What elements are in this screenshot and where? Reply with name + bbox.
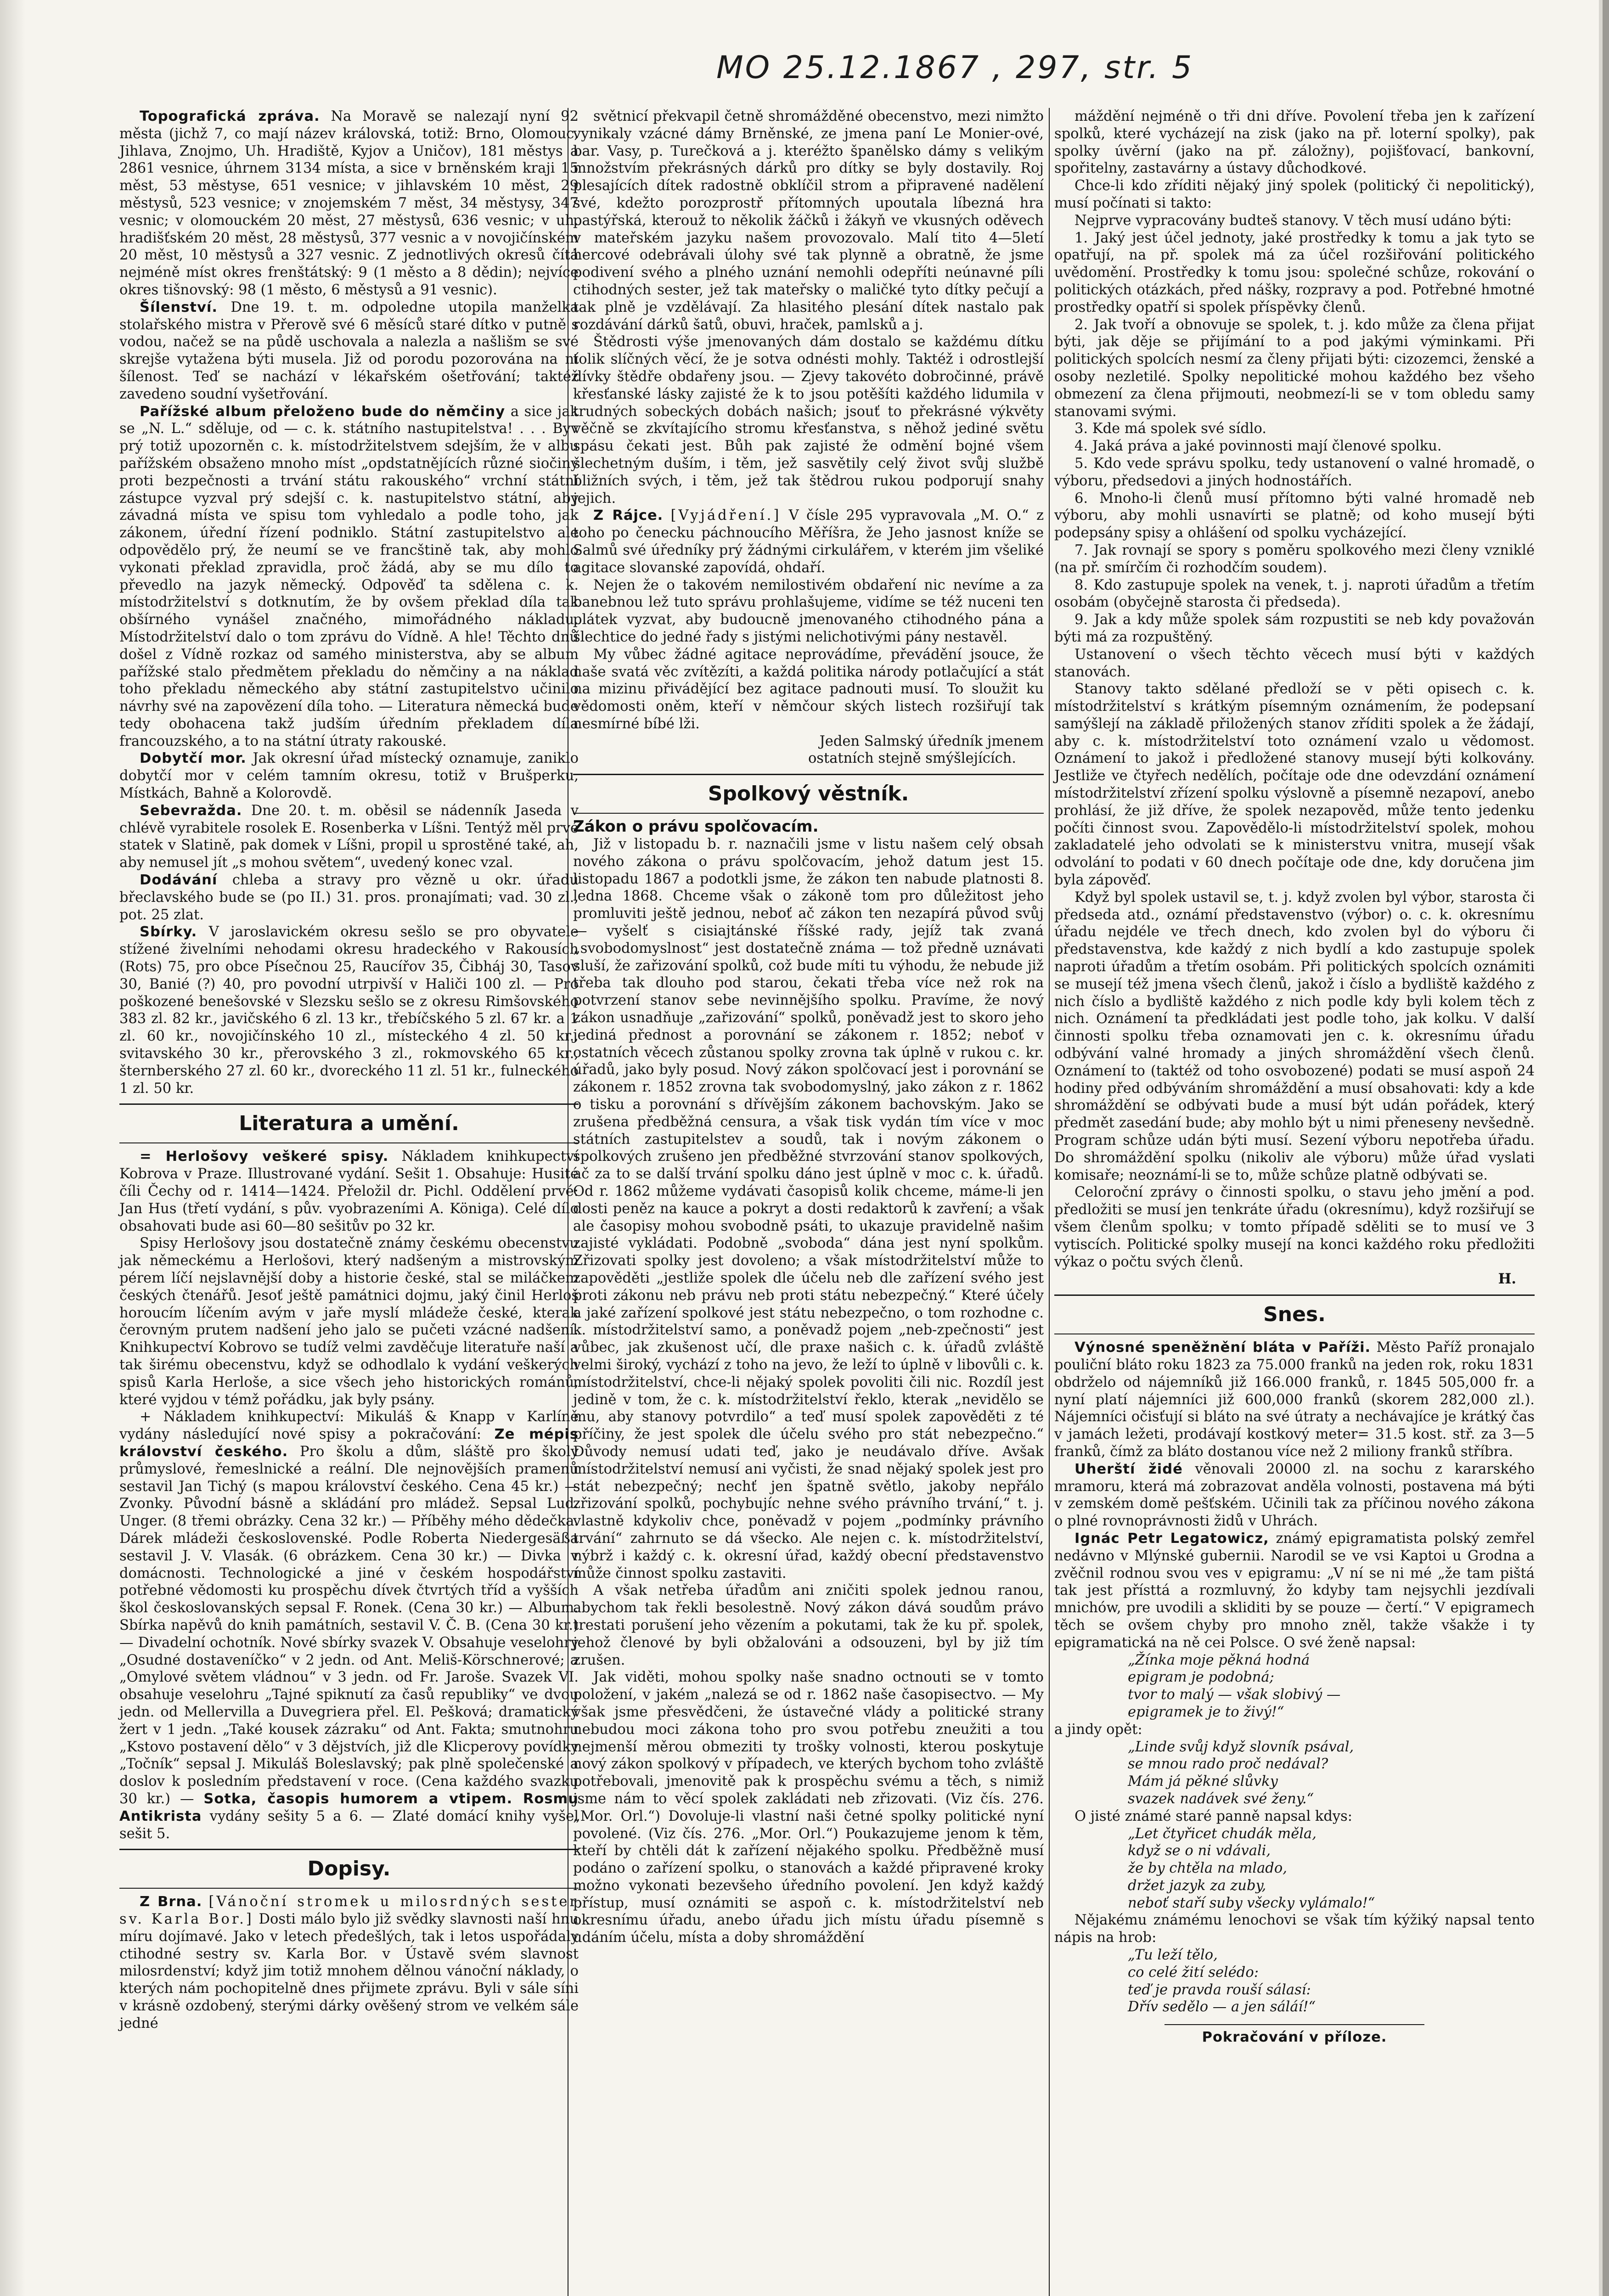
article-title: Z Brna. (140, 1894, 203, 1910)
column-1 (119, 108, 579, 2032)
article-legatowicz (1054, 1530, 1535, 1652)
article-body: věnovali 20000 zl. na sochu z kararského mramoru, která má zobrazovat anděla volnosti, postavena má býti v zemském domě pešťském. Učinili tak za příčinou nového zákona o plné rovnoprávnosti židů v Uhrách. (1054, 1461, 1535, 1530)
article-law-cont7: Celoroční zprávy o činnosti spolku, o stavu jeho jmění a pod. předložiti se musí jen tenkráte úřadu (okresnímu), když rozšiřují se všem členům spolku; v tomto případě sděliti se to musí ve 3 vytiscích. Politické spolky musejí na konci každého roku předložiti výkaz o počtu svých členů. (1054, 1184, 1535, 1270)
article-title: Sotka, časopis humorem a vtipem. Rosmu Antikrista (119, 1790, 579, 1824)
article-herlos (119, 1148, 579, 1235)
article-rajec-cont2: My vůbec žádné agitace neprovádíme, převádění jsouce, že naše svatá věc zvítězíti, a každá politika národy potlačující a stát na mizinu přivádějící bez agitace padnouti musí. To sloužit ku vědomosti oněm, kteří v němčour ských listech rozšiřují tak nesmírné bíbé lži. (573, 646, 1044, 732)
article-title: Uherští židé (1075, 1461, 1183, 1477)
section-divider-thin (119, 1888, 579, 1889)
article-knapp (119, 1408, 579, 1842)
verse-line: se mnou rado proč nedával? (1128, 1756, 1328, 1773)
article-brno-cont2: Štědrosti výše jmenovaných dám dostalo se každému dítku tolik slíčných věcí, že je sotva odnésti mohly. Taktéž i odrostlejší dívky štědře obdařeny jsou. — Zjevy takovéto dobročinné, právě křesťanské lásky zajisté že k to jsou potěšíti každého lidumila v trudných sobeckých dobách našich; jsouť to překrásné výkvěty věčně se zkvítajícího stromu křesťanstva, s něhož jediné světu spásu čekati jest. Bůh pak zajisté že odmění bojné všem šlechetným duším, i těm, jež sasvětily celý život svůj službě bližních svých, i těm, jež tak štědrou rukou podporují snahy jejich. (573, 334, 1044, 506)
verse-line: neboť staří suby všecky vylámalo!“ (1128, 1895, 1375, 1911)
article-law-cont3: Nejprve vypracovány budteš stanovy. V těch musí udáno býti: (1075, 212, 1512, 229)
page-left-shadow (0, 0, 25, 2296)
page-right-edge-light (1599, 0, 1603, 2296)
article-title: Ignác Petr Legatowicz, (1075, 1530, 1269, 1547)
article-title: Pařížské album přeloženo bude do němčiny (140, 403, 506, 420)
signature-line-1: Jeden Salmský úředník jmenem (819, 733, 1044, 749)
article-title: Z Rájce. (593, 507, 664, 524)
article-law-cont6: Když byl spolek ustavil se, t. j. když zvolen byl výbor, starosta či předseda atd., oznámí představenstvo (výbor) o. c. k. okresnímu úřadu nejdéle ve třech dnech, kdo zvolen byl do výboru či představenstva, kde každý z nich bydlí a kdo zastupuje spolek naproti úřadům a třetím osobám. Při politických spolcích oznámiti se musejí též jmena všech členů, jakož i číslo a bydliště každého z nich číslo a bydliště každého z nich podle kdy byli kolem těch z nich. Oznámení ta předkládati jest podle toho, jak kolku. V další činnosti spolku třeba oznamovati jen c. k. okresnímu úřadu odbývání valné hromady a jiných shromáždění všech členů. Oznámení to (taktéž od toho osvobozené) podati se musí aspoň 24 hodiny před odbýváním shromáždění a musí obsahovati: kdy a kde shromáždění se odbývati bude a musí být udán pořádek, který předmět zasedání bude; aby mohlo být u nimi přeneseny nevšedně. Program schůze udán býti musí. Sezení výboru nepotřeba úřadu. Do shromáždění spolku (nikoliv ale výboru) může úřad vyslati komisaře; neoznámí-li se to, může schůze platně odbývati se. (1054, 889, 1535, 1183)
continuation-note: Pokračování v příloze. (1202, 2029, 1387, 2046)
article-law-body3: Jak viděti, mohou spolky naše snadno octnouti se v tomto položení, v jakém „nalezá se od r. 1862 naše časopisectvo. — My však jsme přesvědčeni, že ústavečné vlády a politické strany nebudou moci zákona toho pro svou potřebu zneužiti a tou nejmenší měrou obmeziti ty trošky volnosti, kterou poskytuje nový zákon spolkový v případech, ve kterých bychom toho zvláště potřebovali, jmenovitě pak k prospěchu svému a těch, s nimiž jsme nám to věcí spolek zakládati neb zřizovati. (Viz čís. 276. „Mor. Orl.“) Dovoluje-li vlastní naši četné spolky politické nyní povolené. (Viz čís. 276. „Mor. Orl.“) Poukazujeme jenom k těm, kteří by chtěli dát k zařízení nějakého spolku. Předběžně musí podáno o zařízení spolku, o stanovách a každé připravené kroky možno vykonati bezevšeho úředního povolení. Jen když každý přístup, musí oznámiti se aspoň c. k. místodržitelství neb okresnímu úřadu, anebo úřadu jich místu úřadu písemně s udáním účelu, místa a doby shromáždění (573, 1669, 1044, 1946)
verse-line: že by chtěla na mlado, (1128, 1860, 1287, 1877)
article-title: Dobytčí mor. (140, 750, 247, 767)
article-title-law: Zákon o právu spolčovacím. (573, 817, 819, 836)
article-body: V čísle 295 vypravovala „M. O.“ z toho po čenecku páchnoucího Měříšra, že Jeho jasnost kníže se Salmů své úředníky prý žádnými cirkulářem, v kterém jim všeliké agitace slovanské zapovídá, ohdaří. (573, 507, 1044, 576)
section-title-literature: Literatura a umění. (239, 1112, 459, 1136)
article-brno-cont: světnicí překvapil četně shromážděné obecenstvo, mezi nimžto vynikaly vzácné dámy Brněnské, ze jmena paní Le Monier-ové, bar. Vasy, p. Turečková a j. kteréžto španělsko dámy s velikým množstvím překrásných dárků pro dítky se byly dostavily. Roj plesajících dítek radostně obklíčil strom a připravené nadělení své, kdežto porozprostř přítomných upoutala líbezná hra pastýřská, kterouž to několik žáčků i žákyň ve vkusných oděvech v mateřském jazyku našem provozovalo. Malí tito 4—5letí hercové odebrávali úlohy své tak plynně a obratně, že jsme podivení svého a plného uznání nemohli odepříti neúnavné píli ctihodných sester, jež tak mateřsky o maličké tyto dítky pečují a tak plně je vzdělávají. Za hlasitého plesání dítek nastalo pak rozdávání dárků šatů, obuvi, hraček, pamlsků a j. (573, 108, 1044, 333)
section-title-letters: Dopisy. (307, 1857, 391, 1881)
verse-line: co celé žití selédo: (1128, 1964, 1259, 1981)
article-law-cont5: Stanovy takto sdělané předloží se v pěti opisech c. k. místodržitelství s krátkým písemným oznámením, že podepsaní samýšlejí na základě přiložených stanov zříditi spolek a že žádají, aby c. k. místodržitelství toto oznámení vzalo u vědomost. Oznámení to jakož i předložené stanovy musejí býti kolkovány. Jestliže ve čtyřech nedělích, počítaje ode dne odevzdání oznámení místodržitelství zřízení spolku výslovně a písemně nezapoví, anebo prohlásí, že již dříve, že spolek nezapověd, může tento jedenku počíti činnost svou. Zapovědělo-li místodržitelství spolek, mohou zakladatelé jeho odvolati se k ministerstvu vnitra, musejí však odvolání to podati v 60 dnech počítaje ode dne, kdy doručena jim byla zápověď. (1054, 681, 1535, 889)
article-body: Dne 19. t. m. odpoledne utopila manželka stolařského mistra v Přerově své 6 měsíců staré dítko v putně s vodou, načež se na půdě uschovala a nalezla a našlišm se své skrejše vytažena býti musela. Již od porodu pozorována na ní šílenost. Teď se nachází v lékařském ošetřování; taktéž zavedeno soudní vyšetřování. (119, 299, 579, 402)
article-title: Dodávání (140, 872, 218, 889)
article-title: Sbírky. (140, 924, 197, 940)
article-body: V jaroslavickém okresu sešlo se pro obyvatele stížené živelními nehodami okresu hradeckého v Rakousích (Rots) 75, pro obce Písečnou 25, Raucířov 35, Čibháj 30, Tasov 30, Banié (?) 40, pro povodní utrpivší v Haliči 100 zl. — Pro poškozené benešovské v Slezsku sešlo se z okresu Rimšovského 383 zl. 82 kr., javičského 6 zl. 13 kr., třebíčského 5 zl. 67 kr. a 1 zl. 60 kr., novojičínského 10 zl., místeckého 4 zl. 50 kr., svitavského 30 kr., přerovského 3 zl., rokmovského 65 kr., šternberského 27 zl. 60 kr., dvoreckého 11 zl. 51 kr., fulneckého 1 zl. 50 kr. (119, 924, 579, 1097)
article-subtitle: [Vánoční stromek u milosrdných sester sv. Karla Bor.] (119, 1894, 579, 1928)
article-signature: H. (1498, 1271, 1516, 1288)
signature-line-2: ostatních stejně smýšlejících. (808, 750, 1016, 767)
article-brno (119, 1893, 579, 2032)
verse-line: „Linde svůj když slovník psával, (1128, 1739, 1354, 1755)
column-rule-2 (1049, 108, 1050, 2296)
verse-line: tvor to malý — však slobivý — (1128, 1687, 1341, 1703)
article-body: známý epigramatista polský zemřel nedávno v Mlýnské gubernii. Narodil se ve vsi Kaptoi u Grodna a zvěčnil rodnou svou ves v epigramu: „V ní se ni mé „že tam pištá tak jest přísttá a rozmluvný, žo kdyby tam nejsychli jezdívali mnichów, pre uvodili a skliditi by se pouze — čertí.“ V epigramech těch se ovšem chyby pro mnoho zněl, takže všakže i ty epigramatická na ně cei Polsce. O své ženě napsal: (1054, 1530, 1535, 1651)
verse-intro: O jisté známé staré panně napsal kdys: (1075, 1808, 1353, 1824)
article-body: Nákladem knihkupectví Kobrova v Praze. Illustrované vydání. Sešit 1. Obsahuje: Husité číli Čechy od r. 1414—1424. Přeložil dr. Pichl. Oddělení prvé: Jan Hus (třetí vydání, s pův. vyobrazeními A. Königa). Celé dílo obsahovati bude asi 60—80 sešitův po 32 kr. (119, 1148, 579, 1234)
handwritten-archive-note: MO 25.12.1867 , 297, str. 5 (716, 50, 1194, 86)
verse-line: teď je pravda rouší sálasí: (1128, 1981, 1311, 1998)
section-divider-thin (573, 813, 1044, 814)
verse-line: svazek nadávek své ženy.“ (1128, 1790, 1314, 1807)
article-body: vydány sešity 5 a 6. — Zlaté domácí knihy vyšel sešit 5. (119, 1808, 579, 1842)
column-2 (573, 108, 1044, 1947)
statute-item-1: 1. Jaký jest účel jednoty, jaké prostředky k tomu a jak tyto se opatřují, na př. spolek má za účel rozšiřování politického uvědomění. Prostředky k tomu jsou: společné schůze, rokování o politických otázkách, před nášky, rozpravy a pod. Potřebné hmotné prostředky opatří si spolek příspěvky členů. (1054, 230, 1535, 315)
article-law-body: Již v listopadu b. r. naznačili jsme v listu našem celý obsah nového zákona o právu spolčovacím, jehož datum jest 15. listopadu 1867 a podotkli jsme, že zákon ten nabude platnosti 8. ledna 1868. Chceme však o zákoně tom pro důležitost jeho promluviti ještě jednou, neboť ač zákon ten nezapírá původ svůj — vyšelť s cisiajtánské říšské rady, jejíž tak zvaná „svobodomyslnost“ jest dostatečně známa — tož předně uznávati sluší, že zařizování spolků, což bude míti tu výhodu, že nebude již třeba tak dlouho pod starou, čekati třeba více než rok na potvrzení stanov sebe nevinnějšího spolku. Pravíme, že nový zákon usnadňuje „zařizování“ spolků, poněvadž jest to skoro jeho jediná přednost a porovnání se zákonem r. 1852; neboť v ostatních věcech zůstanou spolky zrovna tak úplně v rukou c. kr. úřadů, jako byly posud. Nový zákon spolčovací jest i porovnání se zákonem r. 1852 zrovna tak svobodomyslný, jako zákon z r. 1862 o tisku a porovnání s dřívějším zákonem bachovským. Jako se zrušena předběžná censura, a však tisk vydán tím více v moc státních zastupitelstev a soudů, tak i novým zákonem o spolkových zrušeno jen předběžné stvrzování stanov spolkových, ač za to se další trvání spolku dáno jest úplně v moc c. k. úřadů. Od r. 1862 můžeme vydávati časopisů kolik chceme, máme-li jen dosti peněz na kauce a pokryt a dosti redaktorů k zavření; a však ale časopisy mohou svobodně psáti, to ukazuje pravidelně našim zajisté vykládati. Podobně „svoboda“ dána jest nyní spolkům. Zřizovati spolky jest dovoleno; a však místodržitelství může to zapověděti „jestliže spolek dle účelu neb dle zařízení svého jest proti zákonu neb právu neb proti státu nebezpečný.“ Které účely a jaké zařízení spolkové jest státu nebezpečno, o tom rozhodne c. k. místodržitelství samo, a poněvadž pojem „neb-zpečnosti“ jest vůbec, jak zkušenost učí, dle praxe našich c. k. úřadů zvláště velmi široký, vychází z toho na jevo, že leží to úplně v libovůli c. k. místodržitelství, chce-li nějaký spolek povoliti čili nic. Rozdíl jest jedině v tom, že c. k. místodržitelství řeklo, kterak „nevidělo se mu, aby stanovy potvrdilo“ a teď musí spolek zapověděti z té příčiny, že jest spolek dle účelu svého pro stát nebezpečno.“ Důvody nemusí udati teď, jako je neudávalo dříve. Avšak místodržitelství nemusí ani vyčisti, že snad nějaký spolek jest pro stát nebezpečný; nechť jen špatně světlo, jakoby nepřálo zřizování spolků, pochybujíc nehne svého právního trvání,“ t. j. vlastně kdykoliv chce, poněvadž v pojem „podmínky právního trvání“ zahrnuto se dá všecko. Ale nejen c. k. místodržitelství, nýbrž i každý c. k. okresní úřad, každý obecní představenstvo může činnost spolku zastaviti. (573, 836, 1044, 1581)
article-paris-mud (1054, 1339, 1535, 1461)
article-rajec-cont: Nejen že o takovém nemilostivém obdaření nic nevíme a za banebnou lež tuto správu prohlašujeme, vidíme se též nuceni ten plátek vyzvat, aby budoucně jmenovaného ctihodného pána a šlechtice do jedné řady s jistými nelichotivými pány nestavěl. (573, 577, 1044, 645)
section-divider (1054, 1294, 1535, 1296)
article-madness (119, 299, 579, 403)
article-law-cont: máždění nejméně o tři dni dříve. Povolení třeba jen k zařízení spolků, které vycházejí na zisk (jako na př. loterní spolky), pak spolky úvěrní (jako na př. záložny), pojišťovací, bankovní, spořitelny, zastavárny a ústavy důchodkové. (1054, 108, 1535, 177)
verse-line: Dřív sedělo — a jen sáláí!“ (1128, 1999, 1316, 2015)
verse-line: „Tu leží tělo, (1128, 1947, 1218, 1964)
article-intro: + Nákladem knihkupectví: Mikuláš & Knapp v Karlíně vydány následující nové spisy a pokračování: (119, 1409, 579, 1443)
column-3 (1054, 108, 1535, 2046)
verse-intro: Nějakému známému lenochovi se však tím kýžiký napsal tento nápis na hrob: (1054, 1912, 1535, 1946)
article-title: Topografická zpráva. (140, 108, 320, 124)
statute-item-8: 8. Kdo zastupuje spolek na venek, t. j. naproti úřadům a třetím osobám (obyčejně starosta či předseda). (1054, 577, 1535, 611)
article-supply (119, 872, 579, 923)
section-divider (119, 1103, 579, 1105)
article-collections (119, 923, 579, 1097)
article-body: chleba a stravy pro vězně u okr. úřadu břeclavského bude se (po II.) 31. pros. pronajímati; vad. 30 zl., pot. 25 zlat. (119, 872, 579, 923)
article-law-cont2: Chce-li kdo zříditi nějaký jiný spolek (politický či nepolitický), musí počínati si takto: (1054, 178, 1535, 211)
verse-line: Mám já pěkné slůvky (1128, 1773, 1278, 1790)
article-body: Pro školu a dům, sláště pro školy průmyslové, řemeslnické a reální. Dle nejnovějších pramenů sestavil Jan Tichý (s mapou království českého. Cena 45 kr.) — Zvonky. Původní básně a skládání pro mládež. Sepsal Lud. Unger. (8 třemi obrázky. Cena 32 kr.) — Příběhy mého dědečka. Dárek mládeži československé. Podle Roberta Niedergesäßa sestavil J. V. Vlasák. (6 obrázkem. Cena 30 kr.) — Divka v domácnosti. Technologické a jiné v českém hospodářství potřebné vědomosti ku prospěchu dívek čtvrtých tříd a vyšších škol českoslovanských sepsal F. Ronek. (Cena 30 kr.) — Album. Sbírka napěvů do knih památních, sestavil V. Č. B. (Cena 30 kr.) — Divadelní ochotník. Nové sbírky svazek V. Obsahuje veselohry „Osudné dostaveníčko“ v 2 jedn. od Ant. Meliš-Körschnerové; a „Omylové světem vládnou“ v 3 jedn. od Fr. Jaroše. Svazek VI. obsahuje veselohru „Tajné spiknutí za časů republiky“ ve dvou jedn. od Mellervilla a Duvegriera přel. El. Pešková; dramatický žert v 1 jedn. „Také kousek zázraku“ od Ant. Fakta; smutnohru „Kstovo postavení dělo“ v 3 dějstvích, již dle Klicperovy povídky „Točník“ sepsal J. Mikuláš Boleslavský; pak plně společenské a doslov k posledním představení v roce. (Cena každého svazku 30 kr.) — (119, 1443, 579, 1807)
article-body: Dne 20. t. m. oběsil se nádenník Jaseda v chlévě vyrabitele rosolek E. Rosenberka v Líšni. Tentýž měl prvé statek v Slatině, pak domek v Líšni, propil u sprostěné také, ah, aby nemusel jít „s mohou světem“, uvedený konec vzal. (119, 802, 579, 871)
statute-item-2: 2. Jak tvoří a obnovuje se spolek, t. j. kdo může za člena přijat býti, jak děje se přijímání to a pod jakými výminkami. Při politických spolcích nesmí za členy přijati býti: cizozemci, ženské a osoby nezletilé. Spolky nepolitické mohou každého bez všeho obmezení za člena přijmouti, neobmezí-li se v tom obledu samy stanovami svými. (1054, 316, 1535, 420)
article-album (119, 403, 579, 750)
article-subtitle: [Vyjádření.] (670, 507, 782, 524)
section-divider-thin (119, 1142, 579, 1143)
article-herlos-cont: Spisy Herlošovy jsou dostatečně známy českému obecenstvu jak německému a Herlošovi, který nadšeným a mistrovským pérem líčí nejslavnější doby a historie české, stal se miláčkem českých čtenářů. Jesoť ještě památnici dojmu, jaký činil Herloš horoucím líčením avým v jaře myslí mládeže české, kterak čerovným prutem nadšení jeho jalo se pučeti vzácné nadšení. Knihkupectví Kobrovo se tudíž velmi zavděčuje literatuře naší a tak širému obecenstvu, když se odhodlalo k vydání veškerých spisů Karla Herloše, a sice všech jeho historických románů, které vyjdou v témž pořádku, jak byly psány. (119, 1235, 579, 1408)
page-right-edge (1603, 0, 1609, 2296)
article-body: Dosti málo bylo již svědky slavnosti naší hnu míru dojímavé. Jako v letech předešlých, tak i letos uspořádaly ctihodné sestry sv. Karla Bor. v Ústavě svém slavnost milosrdenství; když jim totiž mnohem dělnou vánoční náklady, o kterých nám pochopitelně dnes přijmete zprávu. Byli v sále síni v krásně ozdobený, sterými dárky ověšený strom ve velkém sále jedné (119, 1911, 579, 2032)
section-title-associations: Spolkový věstník. (708, 782, 909, 806)
article-law-body2: A však netřeba úřadům ani zničiti spolek jednou ranou, abychom tak řekli besolestně. Nový zákon dává soudům právo trestati porušení jeho vězením a pokutami, tak že ku př. spolek, jehož členové by byli obžalováni a odsouzeni, byl by již tím zrušen. (573, 1582, 1044, 1668)
article-title: Výnosné speněžnění bláta v Paříži. (1075, 1339, 1371, 1356)
verse-line: když se o ni vdávali, (1128, 1843, 1271, 1859)
footer-divider (1165, 2024, 1424, 2025)
article-suicide (119, 802, 579, 872)
verse-line: epigramek je to živý!“ (1128, 1704, 1284, 1720)
verse-line: držet jazyk za zuby, (1128, 1877, 1266, 1894)
article-hungarian-jews (1054, 1461, 1535, 1530)
article-title: Šílenství. (140, 299, 218, 315)
article-body: Jak okresní úřad místecký oznamuje, zaniklo dobytčí mor v celém tamním okresu, totiž v Brušperku, Místkách, Bahně a Kolorovdě. (119, 750, 579, 802)
article-title: = Herlošovy veškeré spisy. (140, 1148, 389, 1165)
article-cattle-plague (119, 750, 579, 802)
article-body: Na Moravě se nalezají nyní 92 města (jichž 7, co mají název královská, totiž: Brno, Olomouc, Jihlava, Znojmo, Uh. Hradiště, Kyjov a Uničov), 181 městys a 2861 vesnice, úhrnem 3134 místa, a sice v brněnském kraji 15 měst, 53 městyse, 651 vesnice; v jihlavském 10 měst, 29 městysů, 523 vesnice; v znojemském 7 měst, 34 městysy, 347 vesnic; v olomouckém 20 měst, 27 městysů, 636 vesnic; v uh. hradišťském 20 měst, 28 městysů, 377 vesnic a v novojičínském 20 měst, 10 městysů a 327 vesnic. Z jednotlivých okresů čítá nejméně míst okres frenštátský: 9 (1 město a 8 dědin); nejvíce okres tišnovský: 98 (1 město, 6 městysů a 91 vesnic). (119, 108, 579, 298)
section-divider (119, 1849, 579, 1850)
statute-item-5: 5. Kdo vede správu spolku, tedy ustanovení o valné hromadě, o výboru, předsedovi a jiných hodnostářích. (1054, 455, 1535, 489)
statute-item-9: 9. Jak a kdy může spolek sám rozpustiti se neb kdy považován býti má za rozpuštěný. (1054, 612, 1535, 645)
article-law-cont4: Ustanovení o všech těchto věcech musí býti v každých stanovách. (1054, 646, 1535, 680)
verse-line: „Let čtyřicet chudák měla, (1128, 1825, 1316, 1842)
article-title: Ze mépis království českého. (119, 1426, 579, 1460)
verse-line: „Žínka moje pěkná hodná (1128, 1652, 1310, 1668)
statute-item-6: 6. Mnoho-li členů musí přítomno býti valné hromadě neb výboru, aby mohli usnavírti se platně; od koho musejí býti podepsány spisy a ohlášení od spolku vycházející. (1054, 490, 1535, 541)
verse-intro: a jindy opět: (1054, 1721, 1142, 1738)
article-topography (119, 108, 579, 299)
section-title-misc: Snes. (1263, 1303, 1326, 1327)
verse-line: epigram je podobná; (1128, 1669, 1274, 1686)
statute-item-7: 7. Jak rovnají se spory s poměru spolkového mezi členy vzniklé (na př. smírčím či rozhodčím soudem). (1054, 542, 1535, 576)
statute-item-4: 4. Jaká práva a jaké povinnosti mají členové spolku. (1075, 438, 1442, 455)
section-divider (573, 774, 1044, 775)
article-body: a sice jak se „N. L.“ sděluje, od — c. k. státního nastupitelstva! . . . Byv prý totiž upozorněn c. k. místodržitelstvem sdejším, že v albu pařížském obsaženo mnoho míst „opdstatnějících různé siočiny proti bezpečnosti a trvání státu rakouského“ vrchní státní zástupce vyzval prý sdejší c. k. nastupitelstvo státní, aby závadná místa ve spisu tom vyhledalo a podle toho, jak zákonem, úřední řízení podniklo. Státní zastupitelstvo ale odpovědělo prý, že neumí se ve francštině tak, aby mohlo vykonati překlad zpravidla, proč žádá, aby se mu dílo to převedlo na jazyk německý. Odpověď ta sdělena c. k. místodržitelství s dotknutím, že by ovšem překlad díla tak obšírného vynášel značného, mimořádného nákladu. Místodržitelství dalo o tom zprávu do Vídně. A hle! Těchto dnů došel z Vídně rozkaz od samého ministerstva, aby se album pařížské stalo předmětem překladu do němčiny a na náklad toho překladu německého aby státní zastupitelstvo učinilo návrhy své na zapovězení díla toho. — Literatura německá bude tedy obohacena takž judším úředním překladem díla francouzského, a to na státní útraty rakouské. (119, 403, 579, 749)
statute-item-3: 3. Kde má spolek své sídlo. (1075, 421, 1267, 437)
article-rajec (573, 507, 1044, 576)
article-body: Město Paříž pronajalo pouliční bláto roku 1823 za 75.000 franků na jeden rok, roku 1831 obdrželo od nájemníků již 166.000 franků, r. 1845 505,000 fr. a nyní platí nájemníci již 600,000 franků (skorem 282,000 zl.). Nájemníci očisťují si bláto na své útraty a nechávajíce je krátký čas v jamách ležeti, prodávají kostkový meter= 31.5 kost. stř. za 3—5 franků, čímž za bláto dostanou více než 2 miliony franků stříbra. (1054, 1339, 1535, 1460)
article-title: Sebevražda. (140, 802, 242, 819)
